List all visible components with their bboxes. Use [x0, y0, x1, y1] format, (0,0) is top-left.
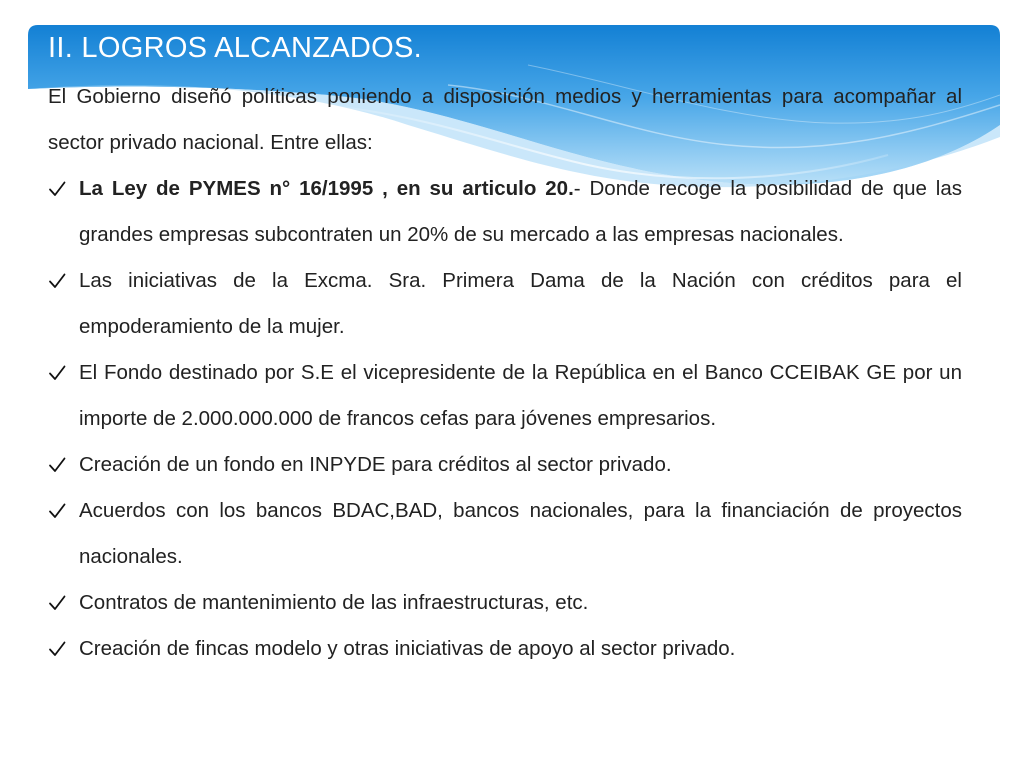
slide-title: II. LOGROS ALCANZADOS.: [48, 32, 423, 64]
slide-content: [48, 74, 962, 672]
check-icon: [48, 272, 66, 290]
law-reference: La Ley de PYMES n° 16/1995 , en su articulo 20.: [79, 177, 574, 200]
list-item: [48, 580, 962, 626]
check-icon: [48, 502, 66, 520]
list-item: [48, 442, 962, 488]
list-item-text: Creación de un fondo en INPYDE para créditos al sector privado.: [79, 453, 672, 476]
list-item: [48, 350, 962, 442]
check-icon: [48, 364, 66, 382]
check-icon: [48, 640, 66, 658]
list-item-text: Contratos de mantenimiento de las infraestructuras, etc.: [79, 591, 589, 614]
intro-paragraph: El Gobierno diseñó políticas poniendo a disposición medios y herramientas para acompañar al sector privado nacional. Entre ellas:: [48, 85, 962, 154]
check-icon: [48, 180, 66, 198]
list-item: [48, 166, 962, 258]
check-icon: [48, 456, 66, 474]
list-item: [48, 626, 962, 672]
list-item-text: El Fondo destinado por S.E el vicepresidente de la República en el Banco CCEIBAK GE por un importe de 2.000.000.000 de francos cefas para jóvenes empresarios.: [79, 361, 962, 430]
list-item: [48, 488, 962, 580]
achievements-list: [48, 166, 962, 672]
list-item-text: Creación de fincas modelo y otras iniciativas de apoyo al sector privado.: [79, 637, 736, 660]
check-icon: [48, 594, 66, 612]
list-item-text: Acuerdos con los bancos BDAC,BAD, bancos nacionales, para la financiación de proyectos nacionales.: [79, 499, 962, 568]
list-item-text: Las iniciativas de la Excma. Sra. Primera Dama de la Nación con créditos para el empoderamiento de la mujer.: [79, 269, 962, 338]
list-item: [48, 258, 962, 350]
list-item-text: - Donde recoge la posibilidad de que las grandes empresas subcontraten un 20% de su mercado a las empresas nacionales.: [79, 177, 962, 246]
